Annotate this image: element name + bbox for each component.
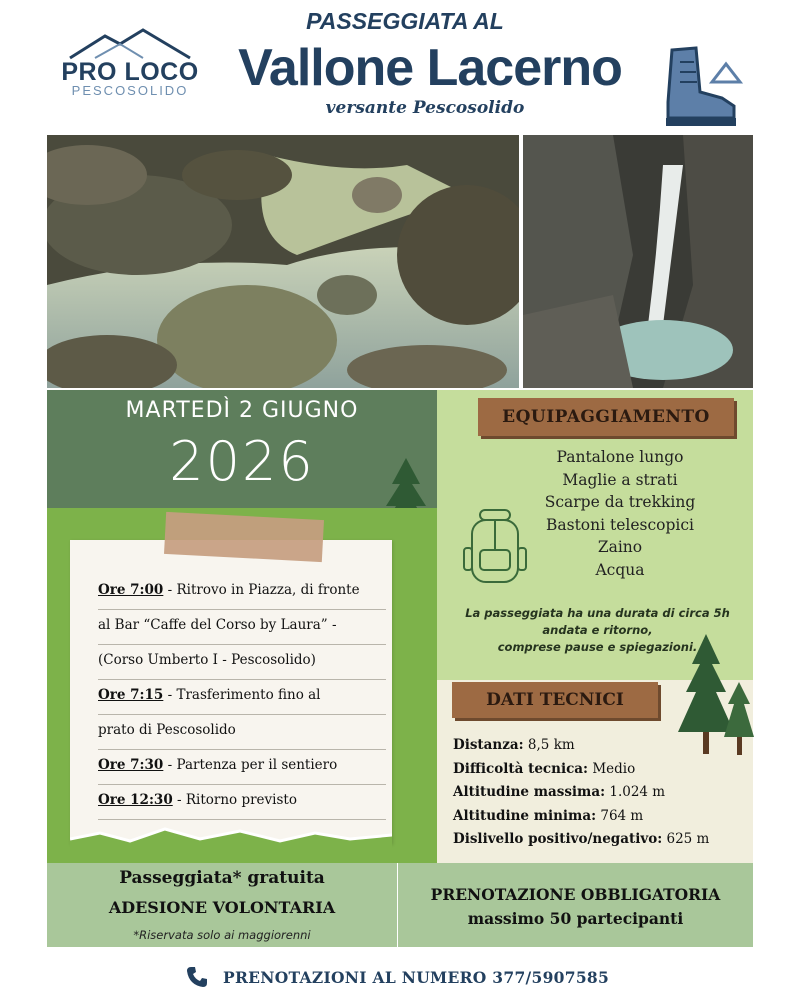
voluntary-label: ADESIONE VOLONTARIA	[108, 898, 336, 917]
tech-value: 8,5 km	[523, 737, 575, 753]
tech-value: 625 m	[662, 831, 710, 847]
tech-label: Distanza:	[453, 737, 524, 753]
technical-heading-label: DATI TECNICI	[486, 690, 624, 710]
backpack-icon	[462, 508, 528, 592]
free-walk-title: Passeggiata* gratuita	[119, 868, 325, 888]
booking-title: PRENOTAZIONE OBBLIGATORIA	[430, 885, 721, 904]
hiking-boot-icon	[660, 42, 750, 132]
schedule-line	[98, 645, 386, 680]
schedule-time: Ore 7:30	[98, 757, 164, 773]
schedule-text: (Corso Umberto I - Pescosolido)	[98, 652, 316, 668]
mountain-silhouette	[70, 825, 392, 855]
stream-photo	[47, 135, 519, 388]
tech-label: Altitudine massima:	[453, 784, 606, 800]
list-item: Zaino	[597, 538, 643, 556]
booking-box	[398, 863, 753, 947]
duration-line: andata e ritorno,	[542, 623, 653, 637]
equipment-heading-label: EQUIPAGGIAMENTO	[502, 407, 710, 427]
tech-label: Dislivello positivo/negativo:	[453, 831, 663, 847]
schedule-line	[98, 715, 386, 750]
duration-line: comprese pause e spiegazioni.	[497, 640, 698, 654]
tech-value: 764 m	[596, 807, 644, 824]
mountain-logo-icon	[65, 28, 195, 60]
event-year: 2026	[169, 430, 315, 493]
schedule-line	[98, 785, 386, 820]
schedule-line	[98, 575, 386, 610]
schedule-list	[98, 575, 386, 820]
schedule-line	[98, 750, 386, 785]
schedule-text: prato di Pescosolido	[98, 722, 236, 738]
event-date: MARTEDÌ 2 GIUGNO	[125, 398, 359, 423]
booking-limit: massimo 50 partecipanti	[467, 909, 684, 928]
schedule-line	[98, 680, 386, 715]
pro-loco-logo	[55, 28, 205, 108]
list-item: Acqua	[595, 560, 645, 579]
schedule-time: Ore 12:30	[98, 792, 173, 808]
waterfall-photo	[523, 135, 753, 388]
logo-sub-text: PESCOSOLIDO	[71, 83, 189, 98]
schedule-text: - Ritrovo in Piazza, di fronte	[163, 582, 360, 598]
tech-row	[453, 805, 753, 829]
page-title: Vallone Lacerno	[238, 39, 622, 97]
schedule-text: - Trasferimento fino al	[163, 687, 321, 703]
equipment-list	[520, 446, 720, 581]
tech-label: Altitudine minima:	[453, 807, 597, 824]
tech-value: 1.024 m	[605, 784, 666, 800]
page-subtitle: versante Pescosolido	[325, 98, 525, 118]
list-item: Scarpe da trekking	[544, 493, 696, 511]
tech-row	[453, 781, 753, 805]
schedule-time: Ore 7:15	[98, 687, 164, 703]
duration-line: La passeggiata ha una durata di circa 5h	[465, 606, 730, 620]
logo-main-text: PRO LOCO	[61, 58, 199, 86]
list-item: Bastoni telescopici	[545, 515, 695, 534]
tech-value: Medio	[588, 760, 636, 777]
schedule-text: - Partenza per il sentiero	[163, 757, 338, 773]
tech-row	[453, 758, 753, 782]
tape-decoration	[164, 512, 324, 562]
technical-heading	[452, 682, 658, 718]
schedule-text: al Bar “Caffe del Corso by Laura” -	[98, 617, 337, 633]
phone-icon	[185, 965, 209, 989]
footer-contact	[185, 965, 625, 993]
schedule-text: - Ritorno previsto	[172, 792, 297, 808]
list-item: Maglie a strati	[562, 470, 678, 489]
tech-row	[453, 828, 753, 852]
equipment-heading	[478, 398, 734, 436]
schedule-line	[98, 610, 386, 645]
adults-only-note: *Riservata solo ai maggiorenni	[133, 928, 311, 942]
tech-label: Difficoltà tecnica:	[453, 760, 589, 777]
kicker-title: PASSEGGIATA AL	[306, 8, 504, 34]
pine-trees-icon	[676, 632, 756, 761]
list-item: Pantalone lungo	[556, 448, 684, 466]
schedule-time: Ore 7:00	[98, 582, 164, 598]
booking-phone[interactable]: PRENOTAZIONI AL NUMERO 377/5907585	[223, 968, 610, 987]
